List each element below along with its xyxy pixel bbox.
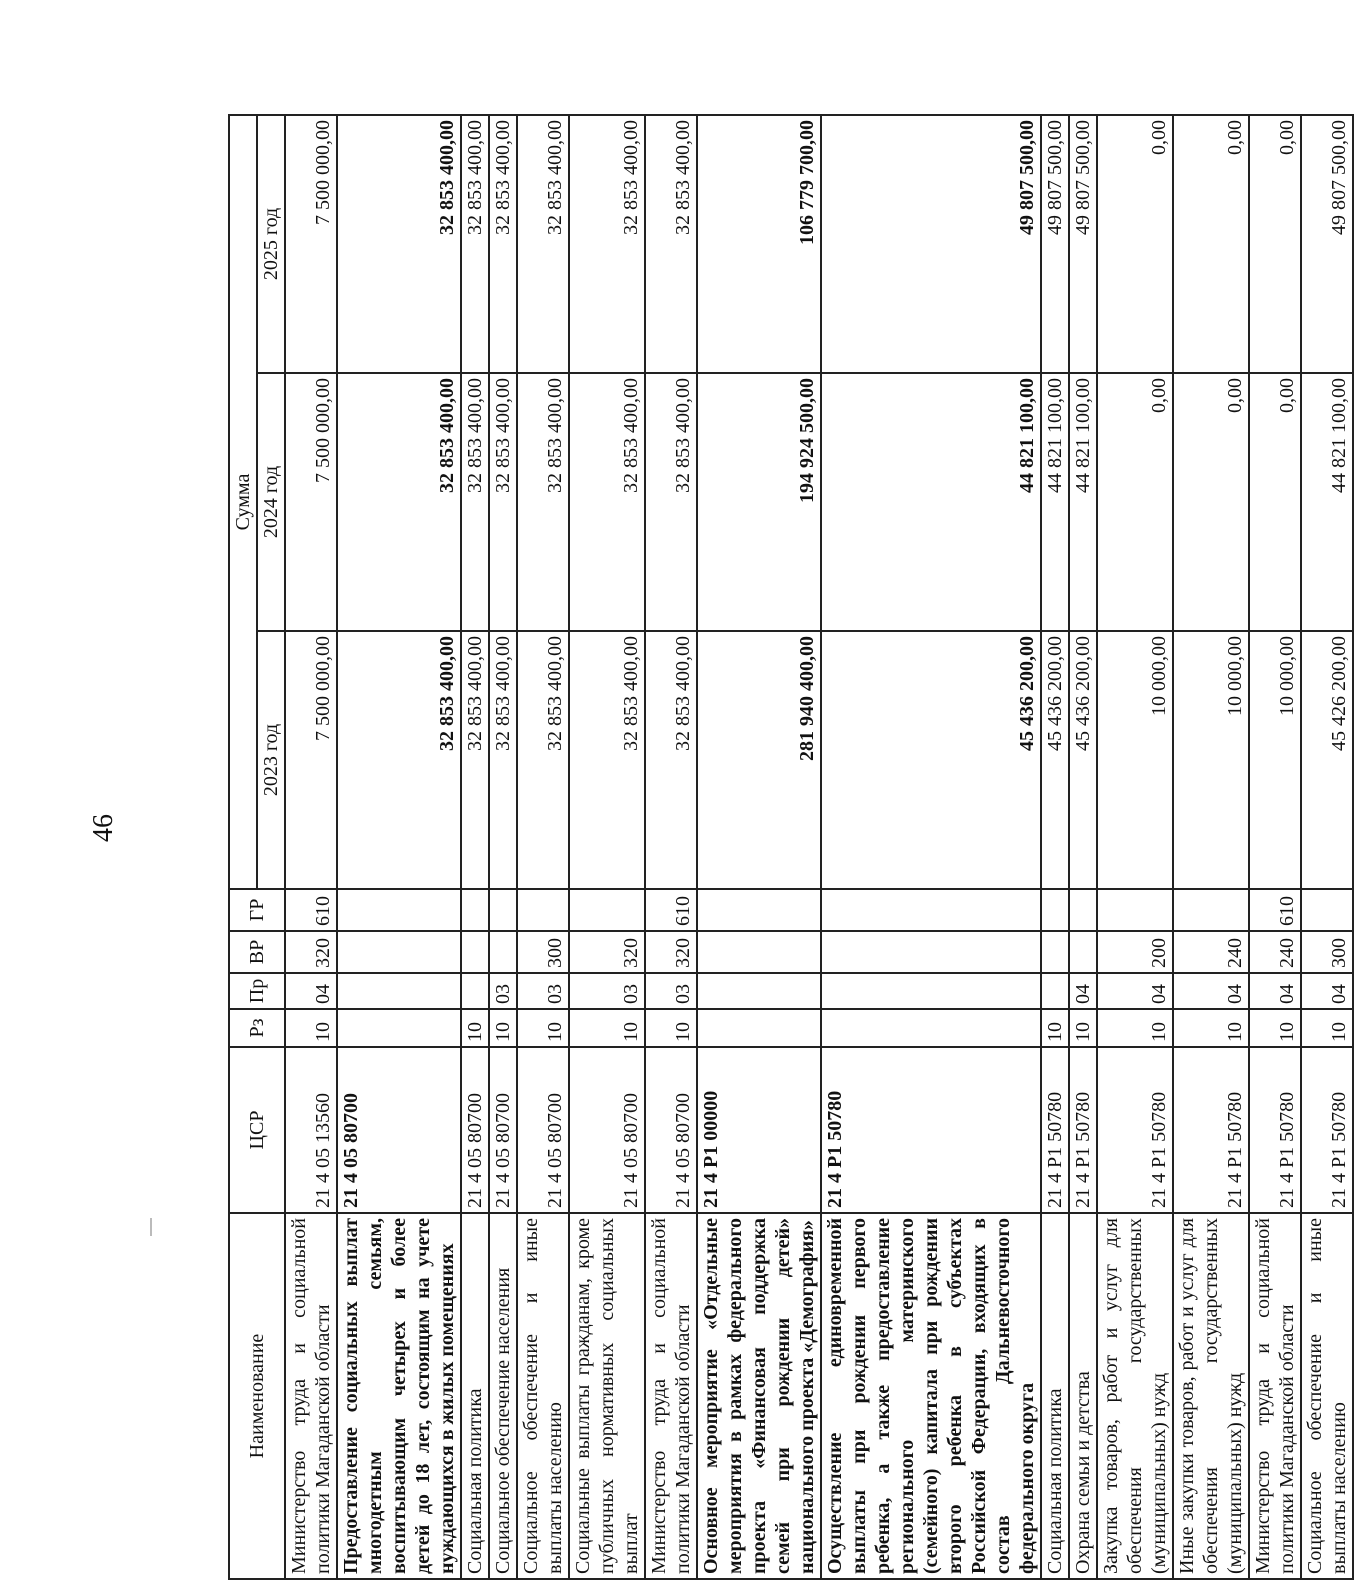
cell-csr: 21 4 05 13560 <box>285 1047 337 1213</box>
cell-vr <box>337 931 461 973</box>
table-row <box>337 115 461 1579</box>
cell-vr: 240 <box>1173 931 1249 973</box>
cell-y2024: 44 821 100,00 <box>1301 373 1353 631</box>
header-csr: ЦСР <box>229 1047 285 1213</box>
cell-rz <box>821 1009 1041 1047</box>
cell-y2024: 44 821 100,00 <box>821 373 1041 631</box>
cell-gr: 610 <box>645 889 697 931</box>
header-rz: Рз <box>229 1009 285 1047</box>
cell-y2025: 49 807 500,00 <box>1301 115 1353 373</box>
cell-y2025: 32 853 400,00 <box>645 115 697 373</box>
cell-y2025: 0,00 <box>1249 115 1301 373</box>
cell-y2025: 49 807 500,00 <box>821 115 1041 373</box>
cell-vr: 300 <box>1301 931 1353 973</box>
cell-gr: 610 <box>1249 889 1301 931</box>
cell-gr <box>697 889 821 931</box>
cell-csr: 21 4 05 80700 <box>645 1047 697 1213</box>
table-row <box>569 115 645 1579</box>
table-row <box>517 115 569 1579</box>
rotated-table-container <box>228 116 1350 1580</box>
cell-rz: 10 <box>1301 1009 1353 1047</box>
cell-rz: 10 <box>1173 1009 1249 1047</box>
cell-gr <box>1069 889 1097 931</box>
cell-pr: 04 <box>1097 973 1173 1009</box>
cell-y2023: 10 000,00 <box>1097 631 1173 889</box>
header-vr: ВР <box>229 931 285 973</box>
cell-y2023: 32 853 400,00 <box>569 631 645 889</box>
cell-vr: 300 <box>517 931 569 973</box>
cell-rz: 10 <box>1041 1009 1069 1047</box>
cell-csr: 21 4 05 80700 <box>569 1047 645 1213</box>
cell-pr: 03 <box>645 973 697 1009</box>
cell-y2023: 45 436 200,00 <box>821 631 1041 889</box>
table-row <box>461 115 489 1579</box>
cell-y2023: 281 940 400,00 <box>697 631 821 889</box>
cell-y2024: 7 500 000,00 <box>285 373 337 631</box>
cell-y2023: 32 853 400,00 <box>489 631 517 889</box>
cell-gr <box>1041 889 1069 931</box>
cell-vr: 320 <box>285 931 337 973</box>
cell-name: Социальное обеспечение населения <box>489 1213 517 1579</box>
cell-y2025: 32 853 400,00 <box>569 115 645 373</box>
cell-pr: 04 <box>1173 973 1249 1009</box>
table-row <box>821 115 1041 1579</box>
header-gr: ГР <box>229 889 285 931</box>
cell-pr: 03 <box>489 973 517 1009</box>
cell-y2024: 44 821 100,00 <box>1041 373 1069 631</box>
cell-y2024: 32 853 400,00 <box>337 373 461 631</box>
budget-table <box>228 114 1354 1580</box>
cell-name: Иные закупки товаров, работ и услуг для обеспечения государственных (муниципальных) нужд <box>1173 1213 1249 1579</box>
cell-gr: 610 <box>285 889 337 931</box>
cell-y2024: 32 853 400,00 <box>489 373 517 631</box>
cell-name: Основное мероприятие «Отдельные мероприятия в рамках федерального проекта «Финансовая поддержка семей при рождении детей» национального проекта «Демография» <box>697 1213 821 1579</box>
header-year-2024: 2024 год <box>257 373 285 631</box>
table-row <box>1249 115 1301 1579</box>
cell-gr <box>821 889 1041 931</box>
cell-y2024: 0,00 <box>1097 373 1173 631</box>
cell-csr: 21 4 Р1 50780 <box>1097 1047 1173 1213</box>
cell-y2025: 49 807 500,00 <box>1069 115 1097 373</box>
cell-pr: 04 <box>1301 973 1353 1009</box>
cell-y2025: 106 779 700,00 <box>697 115 821 373</box>
cell-csr: 21 4 Р1 50780 <box>1173 1047 1249 1213</box>
cell-y2023: 32 853 400,00 <box>461 631 489 889</box>
cell-y2023: 45 436 200,00 <box>1041 631 1069 889</box>
cell-name: Министерство труда и социальной политики Магаданской области <box>285 1213 337 1579</box>
cell-name: Социальная политика <box>1041 1213 1069 1579</box>
cell-y2023: 32 853 400,00 <box>337 631 461 889</box>
cell-y2023: 45 436 200,00 <box>1069 631 1097 889</box>
cell-name: Социальные выплаты гражданам, кроме публичных нормативных социальных выплат <box>569 1213 645 1579</box>
cell-pr <box>821 973 1041 1009</box>
cell-name: Закупка товаров, работ и услуг для обеспечения государственных (муниципальных) нужд <box>1097 1213 1173 1579</box>
cell-pr: 03 <box>569 973 645 1009</box>
cell-csr: 21 4 Р1 50780 <box>1301 1047 1353 1213</box>
cell-pr: 04 <box>1249 973 1301 1009</box>
cell-rz <box>337 1009 461 1047</box>
cell-csr: 21 4 05 80700 <box>337 1047 461 1213</box>
cell-y2025: 32 853 400,00 <box>517 115 569 373</box>
cell-y2023: 7 500 000,00 <box>285 631 337 889</box>
cell-pr <box>461 973 489 1009</box>
cell-pr <box>337 973 461 1009</box>
cell-y2024: 44 821 100,00 <box>1069 373 1097 631</box>
cell-y2024: 32 853 400,00 <box>517 373 569 631</box>
cell-rz: 10 <box>645 1009 697 1047</box>
cell-y2025: 0,00 <box>1097 115 1173 373</box>
cell-vr: 200 <box>1097 931 1173 973</box>
table-row <box>1097 115 1173 1579</box>
cell-y2024: 194 924 500,00 <box>697 373 821 631</box>
cell-rz: 10 <box>285 1009 337 1047</box>
cell-y2023: 32 853 400,00 <box>517 631 569 889</box>
cell-y2023: 10 000,00 <box>1249 631 1301 889</box>
cell-y2025: 32 853 400,00 <box>337 115 461 373</box>
cell-name: Министерство труда и социальной политики Магаданской области <box>1249 1213 1301 1579</box>
cell-csr: 21 4 Р1 50780 <box>1041 1047 1069 1213</box>
cell-y2023: 45 426 200,00 <box>1301 631 1353 889</box>
table-row <box>1173 115 1249 1579</box>
table-row <box>697 115 821 1579</box>
table-row <box>645 115 697 1579</box>
header-name: Наименование <box>229 1213 285 1579</box>
cell-rz: 10 <box>517 1009 569 1047</box>
header-year-2025: 2025 год <box>257 115 285 373</box>
cell-name: Социальное обеспечение и иные выплаты населению <box>1301 1213 1353 1579</box>
cell-pr: 03 <box>517 973 569 1009</box>
cell-y2025: 32 853 400,00 <box>461 115 489 373</box>
cell-vr <box>1041 931 1069 973</box>
cell-y2024: 0,00 <box>1249 373 1301 631</box>
cell-rz <box>697 1009 821 1047</box>
cell-gr <box>461 889 489 931</box>
cell-pr <box>1041 973 1069 1009</box>
cell-pr <box>697 973 821 1009</box>
cell-gr <box>517 889 569 931</box>
cell-csr: 21 4 05 80700 <box>461 1047 489 1213</box>
table-row <box>1069 115 1097 1579</box>
header-sum: Сумма <box>229 115 257 889</box>
cell-rz: 10 <box>1097 1009 1173 1047</box>
cell-name: Социальное обеспечение и иные выплаты населению <box>517 1213 569 1579</box>
cell-pr: 04 <box>285 973 337 1009</box>
table-row <box>1041 115 1069 1579</box>
cell-vr: 320 <box>645 931 697 973</box>
cell-y2023: 32 853 400,00 <box>645 631 697 889</box>
cell-rz: 10 <box>489 1009 517 1047</box>
cell-gr <box>1301 889 1353 931</box>
cell-y2025: 0,00 <box>1173 115 1249 373</box>
cell-vr: 240 <box>1249 931 1301 973</box>
cell-y2024: 0,00 <box>1173 373 1249 631</box>
cell-vr: 320 <box>569 931 645 973</box>
cell-vr <box>821 931 1041 973</box>
cell-name: Осуществление единовременной выплаты при рождении первого ребенка, а также предоставление регионального материнского (семейного) капитала при рождении второго ребенка в субъектах Российской Федерации, входящих в состав Дальневосточного федерального округа <box>821 1213 1041 1579</box>
cell-csr: 21 4 Р1 00000 <box>697 1047 821 1213</box>
cell-name: Охрана семьи и детства <box>1069 1213 1097 1579</box>
cell-y2025: 32 853 400,00 <box>489 115 517 373</box>
cell-y2025: 49 807 500,00 <box>1041 115 1069 373</box>
cell-rz: 10 <box>461 1009 489 1047</box>
cell-y2024: 32 853 400,00 <box>645 373 697 631</box>
scan-mark <box>150 1218 152 1236</box>
cell-rz: 10 <box>1249 1009 1301 1047</box>
cell-name: Министерство труда и социальной политики Магаданской области <box>645 1213 697 1579</box>
header-pr: Пр <box>229 973 285 1009</box>
cell-gr <box>1173 889 1249 931</box>
header-year-2023: 2023 год <box>257 631 285 889</box>
cell-csr: 21 4 Р1 50780 <box>821 1047 1041 1213</box>
cell-gr <box>489 889 517 931</box>
cell-rz: 10 <box>1069 1009 1097 1047</box>
cell-vr <box>697 931 821 973</box>
table-body <box>285 115 1353 1579</box>
cell-gr <box>337 889 461 931</box>
cell-name: Предоставление социальных выплат многодетным семьям, воспитывающим четырех и более детей до 18 лет, состоящим на учете нуждающихся в жилых помещениях <box>337 1213 461 1579</box>
table-row <box>489 115 517 1579</box>
cell-csr: 21 4 05 80700 <box>517 1047 569 1213</box>
cell-name: Социальная политика <box>461 1213 489 1579</box>
page-number: 46 <box>88 814 119 842</box>
cell-vr <box>489 931 517 973</box>
table-row <box>285 115 337 1579</box>
cell-y2025: 7 500 000,00 <box>285 115 337 373</box>
cell-vr <box>461 931 489 973</box>
cell-csr: 21 4 Р1 50780 <box>1249 1047 1301 1213</box>
cell-y2024: 32 853 400,00 <box>461 373 489 631</box>
cell-gr <box>1097 889 1173 931</box>
cell-rz: 10 <box>569 1009 645 1047</box>
cell-y2024: 32 853 400,00 <box>569 373 645 631</box>
cell-csr: 21 4 05 80700 <box>489 1047 517 1213</box>
table-row <box>1301 115 1353 1579</box>
cell-gr <box>569 889 645 931</box>
cell-csr: 21 4 Р1 50780 <box>1069 1047 1097 1213</box>
cell-vr <box>1069 931 1097 973</box>
cell-y2023: 10 000,00 <box>1173 631 1249 889</box>
cell-pr: 04 <box>1069 973 1097 1009</box>
